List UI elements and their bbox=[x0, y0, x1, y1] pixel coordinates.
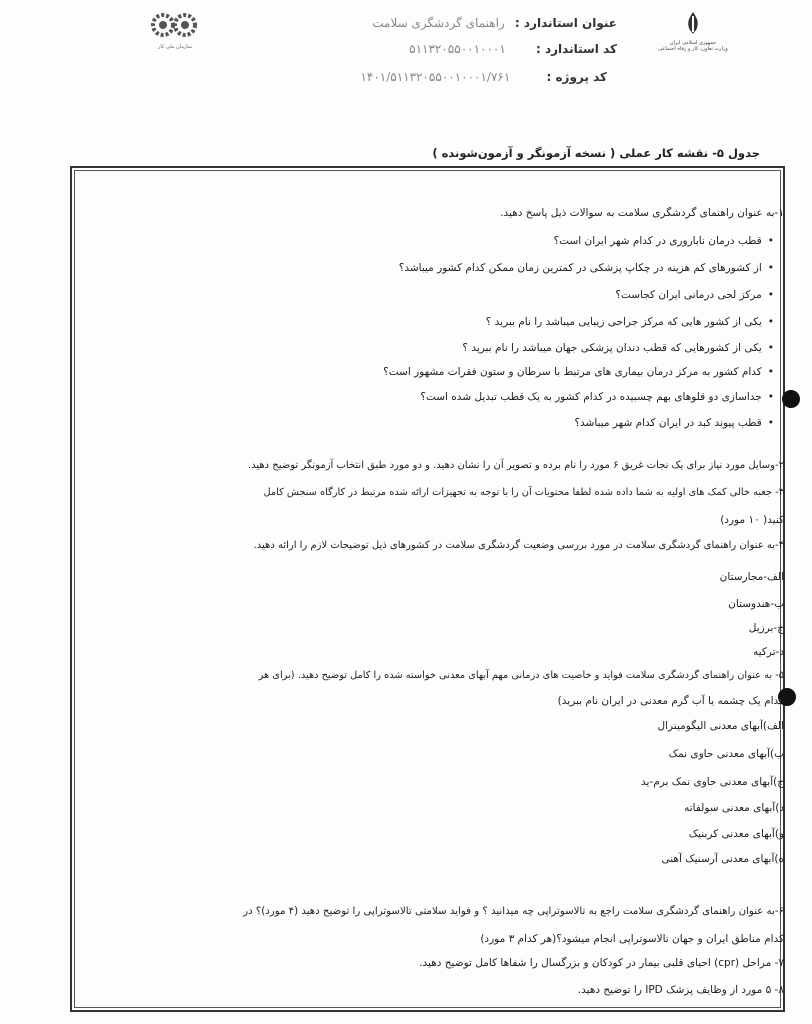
q5-item-1: الف)آبهای معدنی الیگومینرال bbox=[657, 720, 784, 732]
q4-item-2: ب-هندوستان bbox=[728, 598, 784, 610]
q5-item-4: د)آبهای معدنی سولفاته bbox=[684, 802, 784, 814]
q1-bullet-5: • یکی از کشورهایی که قطب دندان پزشکی جهان میباشد را نام ببرید ؟ bbox=[462, 342, 774, 354]
q4-item-3: ج-برزیل bbox=[748, 622, 784, 634]
logo-caption: سازمان ملی کار bbox=[158, 44, 192, 50]
q2-text: ۲-وسایل مورد نیاز برای یک نجات غریق ۶ مورد را نام برده و تصویر آن را نشان دهید. و دو مورد طبق انتخاب آزمونگر توضیح دهید. bbox=[247, 460, 784, 471]
standard-title-value: راهنمای گردشگری سلامت bbox=[372, 16, 505, 30]
q4-intro: ۴-به عنوان راهنمای گردشگری سلامت در مورد بررسی وضعیت گردشگری سلامت در کشورهای ذیل توضیحات لازم را ارائه دهید. bbox=[253, 540, 784, 551]
q6-line-2: کدام مناطق ایران و جهان تالاسوتراپی انجام میشود؟(هر کدام ۳ مورد) bbox=[480, 933, 784, 945]
q1-bullet-3: • مرکز لحی درمانی ایران کجاست؟ bbox=[615, 289, 774, 301]
ministry-line-2: وزارت تعاون، کار و رفاه اجتماعی bbox=[658, 46, 728, 52]
iran-emblem-icon bbox=[681, 10, 705, 36]
q1-bullet-1: • قطب درمان ناباروری در کدام شهر ایران است؟ bbox=[554, 235, 774, 247]
gear-logo-icon bbox=[150, 10, 200, 40]
standard-title-label: عنوان استاندارد : bbox=[514, 16, 617, 30]
q5-item-2: ب)آبهای معدنی حاوی نمک bbox=[668, 748, 784, 760]
q5-item-6: ه)آبهای معدنی آرسنیک آهنی bbox=[661, 853, 784, 865]
q3-line-2: کنید( ۱۰ مورد) bbox=[720, 514, 784, 526]
ministry-line-1: جمهوری اسلامی ایران bbox=[669, 40, 717, 46]
q6-line-1: ۶-به عنوان راهنمای گردشگری سلامت راجع به تالاسوتراپی چه میدانید ؟ و فواید سلامتی تالاسوتراپی را توضیح دهید (۴ مورد)؟ در bbox=[243, 906, 784, 917]
q5-item-3: ج)آبهای معدنی حاوی نمک برم-ید bbox=[640, 776, 784, 788]
q4-item-1: الف-مجارستان bbox=[719, 571, 784, 583]
q5-line-1: ۵- به عنوان راهنمای گردشگری سلامت فواید و خاصیت های درمانی مهم آبهای معدنی خواسته شده را کامل توضیح دهید. (برای هر bbox=[258, 670, 784, 681]
q1-intro: ۱-به عنوان راهنمای گردشگری سلامت به سوالات ذیل پاسخ دهید. bbox=[500, 207, 784, 219]
q5-line-2: کدام یک چشمه یا آب گرم معدنی در ایران نام ببرید) bbox=[557, 695, 784, 707]
q4-item-4: د-ترکیه bbox=[753, 646, 784, 658]
standard-code-row bbox=[409, 42, 617, 56]
standard-title-row bbox=[372, 16, 617, 30]
project-code-row bbox=[360, 70, 607, 84]
punch-hole-top bbox=[782, 390, 800, 408]
q1-bullet-2: • از کشورهای کم هزینه در چکاپ پزشکی در کمترین زمان ممکن کدام کشور میباشد؟ bbox=[399, 262, 774, 274]
q3-line-1: ۳- جعبه خالی کمک های اولیه به شما داده شده لطفا محتویات آن را با توجه به تجهیزات ارائه شده مرتبط در کارگاه سنجش کامل bbox=[263, 487, 784, 498]
q8-text: ۸- ۵ مورد از وظایف پزشک IPD را توضیح دهید. bbox=[577, 984, 784, 996]
q1-bullet-8: • قطب پیوند کبد در ایران کدام شهر میباشد؟ bbox=[574, 417, 774, 429]
q5-item-5: و)آبهای معدنی کربنیک bbox=[688, 828, 784, 840]
project-code-label: کد پروژه : bbox=[546, 70, 607, 84]
ministry-emblem bbox=[658, 10, 728, 70]
q1-bullet-7: • جداسازی دو قلوهای بهم چسبیده در کدام کشور به یک قطب تبدیل شده است؟ bbox=[420, 391, 774, 403]
table-title: جدول ۵- نقشه کار عملی ( نسخه آزمونگر و آزمون‌شونده ) bbox=[432, 146, 760, 160]
project-code-value: ۱۴۰۱/۵۱۱۳۲۰۵۵۰۰۱۰۰۰۱/۷۶۱ bbox=[360, 70, 511, 84]
standard-code-value: ۵۱۱۳۲۰۵۵۰۰۱۰۰۰۱ bbox=[409, 42, 506, 56]
q1-bullet-4: • یکی از کشور هایی که مرکز جراحی زیبایی میباشد را نام ببرید ؟ bbox=[486, 316, 774, 328]
organization-logo bbox=[150, 10, 200, 50]
standard-code-label: کد استاندارد : bbox=[536, 42, 617, 56]
q7-text: ۷- مراحل (cpr) احیای قلبی بیمار در کودکان و بزرگسال را شفاها کامل توضیح دهید. bbox=[419, 957, 784, 969]
q1-bullet-6: • کدام کشور به مرکز درمان بیماری های مرتبط با سرطان و ستون فقرات مشهور است؟ bbox=[383, 366, 774, 378]
